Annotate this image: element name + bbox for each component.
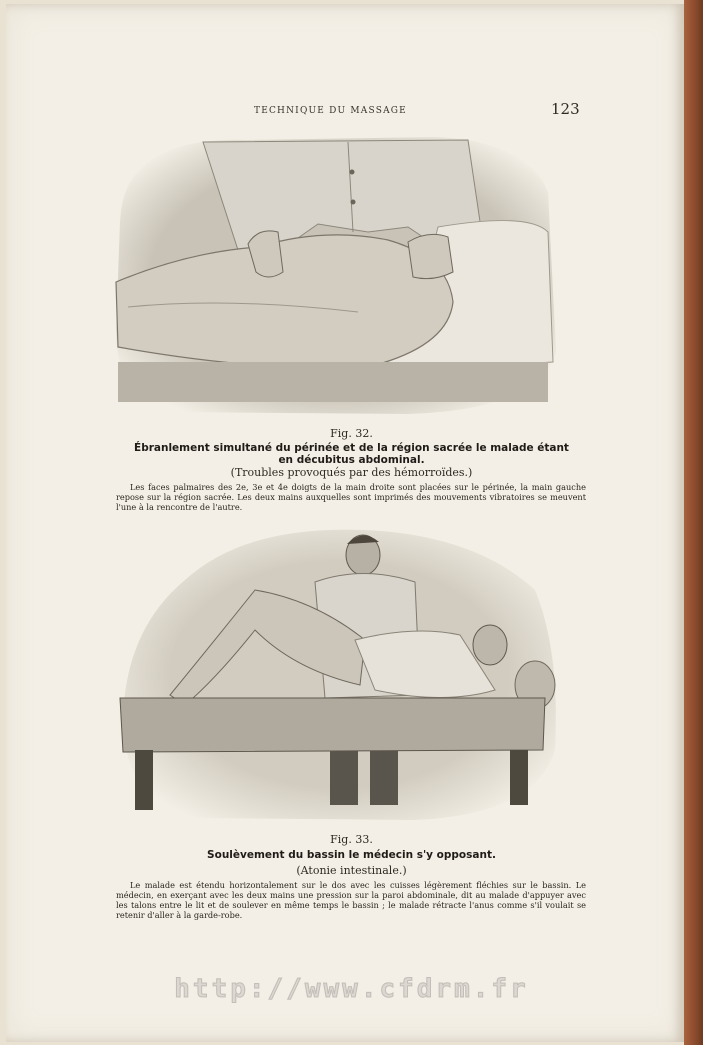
figure-32-title-line2: en décubitus abdominal. bbox=[278, 454, 425, 466]
figure-33-illustration bbox=[115, 520, 563, 825]
running-head: TECHNIQUE DU MASSAGE bbox=[254, 106, 407, 116]
figure-33-description: Le malade est étendu horizontalement sur le dos avec les cuisses légèrement fléchies sur le bassin. Le médecin, en exerçant avec les deux mains une pression sur la paroi abdominale, dit au malade d'appuyer avec les talons entre le lit et de soulever en même temps le bassin ; le malade rétracte l'anus comme s'il voulait se retenir d'aller à la garde-robe. bbox=[116, 880, 586, 920]
figure-33-label: Fig. 33. bbox=[330, 833, 373, 846]
figure-32-illustration bbox=[108, 132, 558, 417]
page-number: 123 bbox=[551, 100, 580, 118]
website-watermark: http://www.cfdrm.fr bbox=[174, 974, 529, 1004]
figure-33-subtitle: (Atonie intestinale.) bbox=[296, 864, 407, 877]
figure-32-description: Les faces palmaires des 2e, 3e et 4e doigts de la main droite sont placées sur le périnée, la main gauche repose sur la région sacrée. Les deux mains auxquelles sont imprimés des mouvements vibratoires se meuvent l'une à la rencontre de l'autre. bbox=[116, 482, 586, 512]
figure-32-title-line1: Ébranlement simultané du périnée et de la région sacrée le malade étant bbox=[134, 442, 569, 454]
figure-32-label: Fig. 32. bbox=[330, 427, 373, 440]
book-spine-edge bbox=[684, 0, 703, 1045]
figure-33-title: Soulèvement du bassin le médecin s'y opposant. bbox=[207, 849, 496, 861]
figure-32-subtitle: (Troubles provoqués par des hémorroïdes.) bbox=[230, 466, 473, 479]
